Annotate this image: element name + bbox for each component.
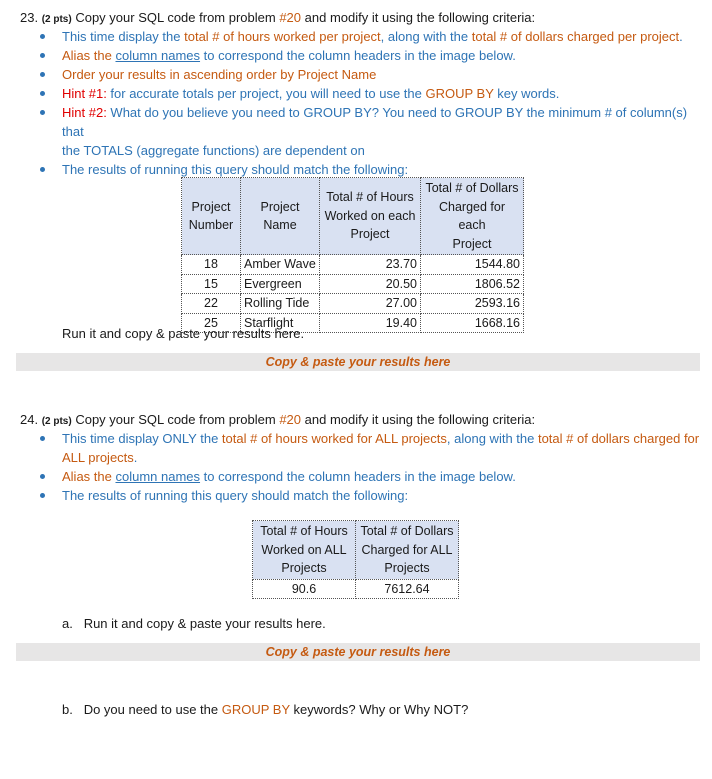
table-row: 22 Rolling Tide 27.00 2593.16	[182, 294, 524, 314]
q24-bullet-3: The results of running this query should match the following:	[39, 486, 699, 505]
header-total-dollars-all: Total # of Dollars Charged for ALL Projects	[356, 521, 459, 580]
q23-intro-end: and modify it using the following criteria:	[301, 10, 536, 25]
q24-problem-ref: #20	[279, 412, 302, 427]
q23-bullet-2: Alias the column names to correspond the column headers in the image below.	[39, 46, 712, 65]
q23-run-instruction: Run it and copy & paste your results here.	[62, 326, 305, 341]
header-total-hours-all: Total # of Hours Worked on ALL Projects	[253, 521, 356, 580]
column-names-link[interactable]: column names	[115, 48, 201, 63]
q23-total-dollars-highlight: total # of dollars charged per project	[471, 29, 680, 44]
q23-paste-area[interactable]	[16, 353, 700, 371]
q23-header	[20, 8, 535, 29]
table-row: 90.6 7612.64	[253, 579, 459, 599]
hint-2-label: Hint #2:	[62, 105, 107, 120]
q24-paste-label: Copy & paste your results here	[265, 645, 451, 659]
q24-part-a	[62, 614, 326, 633]
q24-bullet-2: Alias the column names to correspond the column headers in the image below.	[39, 467, 699, 486]
table-row: 15 Evergreen 20.50 1806.52	[182, 274, 524, 294]
part-a-text: Run it and copy & paste your results here.	[83, 616, 326, 631]
q24-intro-end: and modify it using the following criteria:	[301, 412, 536, 427]
q24-part-b: b. Do you need to use the GROUP BY keywords? Why or Why NOT?	[62, 702, 469, 717]
q24-bullet-1: This time display ONLY the total # of hours worked for ALL projects, along with the total # of dollars charged for ALL projects.	[39, 429, 699, 467]
table-row: 25 Starflight 19.40 1668.16	[182, 313, 524, 333]
q23-problem-ref: #20	[279, 10, 302, 25]
q23-intro: Copy your SQL code from problem	[75, 10, 280, 25]
q24-points: (2 pts)	[41, 416, 72, 427]
header-total-hours: Total # of Hours Worked on each Project	[320, 178, 421, 255]
column-names-link[interactable]: column names	[115, 469, 201, 484]
q24-results-table	[252, 520, 459, 599]
part-b-label: b.	[62, 702, 73, 717]
q23-number: 23.	[20, 10, 39, 25]
q23-results-table	[181, 177, 524, 333]
q23-bullet-3: Order your results in ascending order by Project Name	[39, 65, 712, 84]
q24-criteria-list	[39, 429, 699, 505]
q23-bullet-4: Hint #1: for accurate totals per project, you will need to use the GROUP BY key words.	[39, 84, 712, 103]
q24-header	[20, 410, 535, 431]
part-a-label: a.	[62, 616, 73, 631]
q23-paste-label: Copy & paste your results here	[265, 355, 451, 369]
q23-criteria-list	[39, 27, 712, 179]
header-total-dollars: Total # of Dollars Charged for each Project	[421, 178, 524, 255]
q24-number: 24.	[20, 412, 39, 427]
q23-bullet-6: The results of running this query should match the following:	[39, 160, 712, 179]
header-project-number: Project Number	[182, 178, 241, 255]
q23-points: (2 pts)	[41, 14, 72, 25]
table-row: 18 Amber Wave 23.70 1544.80	[182, 255, 524, 275]
q24-intro: Copy your SQL code from problem	[75, 412, 280, 427]
header-project-name: Project Name	[241, 178, 320, 255]
q23-total-hours-highlight: total # of hours worked per project	[184, 29, 381, 44]
hint-1-label: Hint #1:	[62, 86, 107, 101]
q23-bullet-1: This time display the total # of hours worked per project, along with the total # of dollars charged per project.	[39, 27, 712, 46]
q24-paste-area[interactable]	[16, 643, 700, 661]
q23-bullet-5: Hint #2: What do you believe you need to GROUP BY? You need to GROUP BY the minimum # of column(s) that the TOTALS (aggregate functions) are dependent on	[39, 103, 712, 160]
